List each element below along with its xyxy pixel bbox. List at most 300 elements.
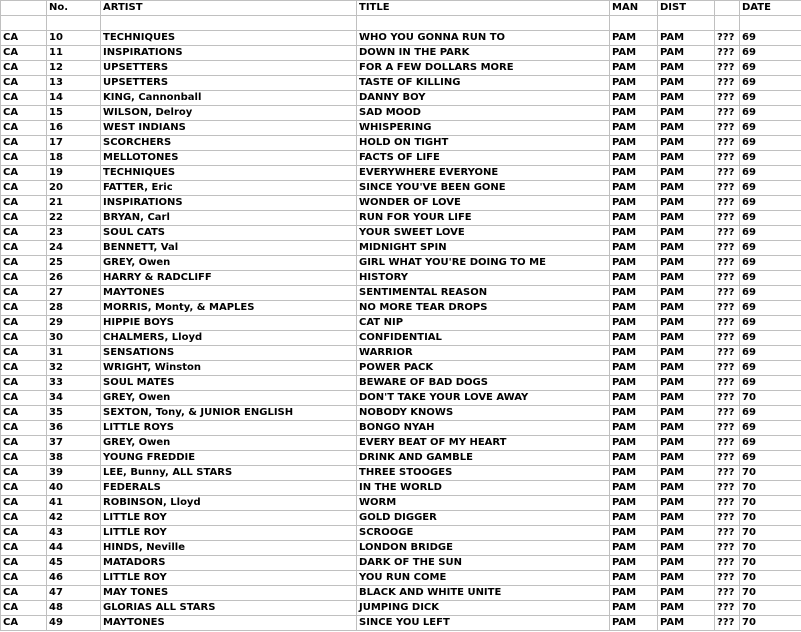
man-cell[interactable]: PAM [610, 181, 658, 196]
date-cell[interactable]: 69 [740, 331, 801, 346]
dist-cell[interactable]: PAM [658, 526, 715, 541]
unknown-cell[interactable]: ??? [715, 481, 740, 496]
title-cell[interactable]: SAD MOOD [357, 106, 610, 121]
man-cell[interactable]: PAM [610, 106, 658, 121]
man-cell[interactable]: PAM [610, 196, 658, 211]
artist-cell[interactable]: GREY, Owen [101, 391, 357, 406]
date-cell[interactable]: 69 [740, 451, 801, 466]
blank-cell[interactable] [658, 16, 715, 31]
number-cell[interactable]: 45 [47, 556, 101, 571]
date-cell[interactable]: 70 [740, 466, 801, 481]
title-cell[interactable]: HOLD ON TIGHT [357, 136, 610, 151]
title-cell[interactable]: DARK OF THE SUN [357, 556, 610, 571]
dist-cell[interactable]: PAM [658, 106, 715, 121]
title-cell[interactable]: DANNY BOY [357, 91, 610, 106]
unknown-cell[interactable]: ??? [715, 151, 740, 166]
code-cell[interactable]: CA [1, 31, 47, 46]
unknown-cell[interactable]: ??? [715, 61, 740, 76]
man-cell[interactable]: PAM [610, 586, 658, 601]
blank-cell[interactable] [101, 16, 357, 31]
unknown-cell[interactable]: ??? [715, 331, 740, 346]
date-cell[interactable]: 69 [740, 241, 801, 256]
man-cell[interactable]: PAM [610, 331, 658, 346]
code-cell[interactable]: CA [1, 571, 47, 586]
date-cell[interactable]: 69 [740, 121, 801, 136]
artist-cell[interactable]: BRYAN, Carl [101, 211, 357, 226]
number-cell[interactable]: 24 [47, 241, 101, 256]
blank-cell[interactable] [47, 16, 101, 31]
man-cell[interactable]: PAM [610, 301, 658, 316]
dist-cell[interactable]: PAM [658, 166, 715, 181]
number-cell[interactable]: 32 [47, 361, 101, 376]
dist-cell[interactable]: PAM [658, 211, 715, 226]
artist-cell[interactable]: HIPPIE BOYS [101, 316, 357, 331]
dist-cell[interactable]: PAM [658, 61, 715, 76]
header-cell-date[interactable]: DATE [740, 1, 801, 16]
code-cell[interactable]: CA [1, 481, 47, 496]
date-cell[interactable]: 69 [740, 421, 801, 436]
unknown-cell[interactable]: ??? [715, 346, 740, 361]
date-cell[interactable]: 69 [740, 91, 801, 106]
man-cell[interactable]: PAM [610, 346, 658, 361]
unknown-cell[interactable]: ??? [715, 376, 740, 391]
unknown-cell[interactable]: ??? [715, 256, 740, 271]
dist-cell[interactable]: PAM [658, 301, 715, 316]
title-cell[interactable]: CONFIDENTIAL [357, 331, 610, 346]
number-cell[interactable]: 36 [47, 421, 101, 436]
man-cell[interactable]: PAM [610, 136, 658, 151]
date-cell[interactable]: 70 [740, 586, 801, 601]
title-cell[interactable]: RUN FOR YOUR LIFE [357, 211, 610, 226]
title-cell[interactable]: YOU RUN COME [357, 571, 610, 586]
header-cell-man[interactable]: MAN [610, 1, 658, 16]
date-cell[interactable]: 70 [740, 481, 801, 496]
unknown-cell[interactable]: ??? [715, 466, 740, 481]
code-cell[interactable]: CA [1, 46, 47, 61]
artist-cell[interactable]: SEXTON, Tony, & JUNIOR ENGLISH [101, 406, 357, 421]
title-cell[interactable]: DRINK AND GAMBLE [357, 451, 610, 466]
number-cell[interactable]: 38 [47, 451, 101, 466]
header-cell-a[interactable] [1, 1, 47, 16]
artist-cell[interactable]: MELLOTONES [101, 151, 357, 166]
number-cell[interactable]: 16 [47, 121, 101, 136]
number-cell[interactable]: 15 [47, 106, 101, 121]
artist-cell[interactable]: WEST INDIANS [101, 121, 357, 136]
blank-cell[interactable] [357, 16, 610, 31]
dist-cell[interactable]: PAM [658, 331, 715, 346]
artist-cell[interactable]: INSPIRATIONS [101, 46, 357, 61]
title-cell[interactable]: JUMPING DICK [357, 601, 610, 616]
code-cell[interactable]: CA [1, 526, 47, 541]
unknown-cell[interactable]: ??? [715, 76, 740, 91]
dist-cell[interactable]: PAM [658, 586, 715, 601]
dist-cell[interactable]: PAM [658, 271, 715, 286]
dist-cell[interactable]: PAM [658, 226, 715, 241]
code-cell[interactable]: CA [1, 271, 47, 286]
number-cell[interactable]: 21 [47, 196, 101, 211]
date-cell[interactable]: 70 [740, 526, 801, 541]
unknown-cell[interactable]: ??? [715, 421, 740, 436]
blank-cell[interactable] [740, 16, 801, 31]
code-cell[interactable]: CA [1, 616, 47, 631]
man-cell[interactable]: PAM [610, 166, 658, 181]
date-cell[interactable]: 70 [740, 541, 801, 556]
artist-cell[interactable]: INSPIRATIONS [101, 196, 357, 211]
dist-cell[interactable]: PAM [658, 436, 715, 451]
artist-cell[interactable]: CHALMERS, Lloyd [101, 331, 357, 346]
header-cell-no[interactable]: No. [47, 1, 101, 16]
unknown-cell[interactable]: ??? [715, 451, 740, 466]
number-cell[interactable]: 34 [47, 391, 101, 406]
unknown-cell[interactable]: ??? [715, 526, 740, 541]
date-cell[interactable]: 70 [740, 391, 801, 406]
number-cell[interactable]: 17 [47, 136, 101, 151]
number-cell[interactable]: 18 [47, 151, 101, 166]
code-cell[interactable]: CA [1, 601, 47, 616]
dist-cell[interactable]: PAM [658, 466, 715, 481]
dist-cell[interactable]: PAM [658, 556, 715, 571]
dist-cell[interactable]: PAM [658, 541, 715, 556]
dist-cell[interactable]: PAM [658, 286, 715, 301]
dist-cell[interactable]: PAM [658, 481, 715, 496]
number-cell[interactable]: 28 [47, 301, 101, 316]
title-cell[interactable]: WARRIOR [357, 346, 610, 361]
code-cell[interactable]: CA [1, 331, 47, 346]
blank-cell[interactable] [1, 16, 47, 31]
date-cell[interactable]: 69 [740, 76, 801, 91]
unknown-cell[interactable]: ??? [715, 496, 740, 511]
code-cell[interactable]: CA [1, 511, 47, 526]
dist-cell[interactable]: PAM [658, 601, 715, 616]
title-cell[interactable]: SCROOGE [357, 526, 610, 541]
man-cell[interactable]: PAM [610, 391, 658, 406]
date-cell[interactable]: 69 [740, 46, 801, 61]
unknown-cell[interactable]: ??? [715, 601, 740, 616]
artist-cell[interactable]: LITTLE ROY [101, 526, 357, 541]
date-cell[interactable]: 69 [740, 181, 801, 196]
date-cell[interactable]: 69 [740, 211, 801, 226]
dist-cell[interactable]: PAM [658, 196, 715, 211]
date-cell[interactable]: 69 [740, 286, 801, 301]
man-cell[interactable]: PAM [610, 481, 658, 496]
dist-cell[interactable]: PAM [658, 391, 715, 406]
code-cell[interactable]: CA [1, 391, 47, 406]
code-cell[interactable]: CA [1, 496, 47, 511]
dist-cell[interactable]: PAM [658, 256, 715, 271]
title-cell[interactable]: SINCE YOU LEFT [357, 616, 610, 631]
number-cell[interactable]: 25 [47, 256, 101, 271]
number-cell[interactable]: 46 [47, 571, 101, 586]
unknown-cell[interactable]: ??? [715, 121, 740, 136]
unknown-cell[interactable]: ??? [715, 316, 740, 331]
title-cell[interactable]: WORM [357, 496, 610, 511]
artist-cell[interactable]: BENNETT, Val [101, 241, 357, 256]
title-cell[interactable]: BONGO NYAH [357, 421, 610, 436]
artist-cell[interactable]: MAYTONES [101, 286, 357, 301]
title-cell[interactable]: SINCE YOU'VE BEEN GONE [357, 181, 610, 196]
man-cell[interactable]: PAM [610, 361, 658, 376]
unknown-cell[interactable]: ??? [715, 436, 740, 451]
header-cell-artist[interactable]: ARTIST [101, 1, 357, 16]
unknown-cell[interactable]: ??? [715, 541, 740, 556]
date-cell[interactable]: 69 [740, 301, 801, 316]
man-cell[interactable]: PAM [610, 241, 658, 256]
number-cell[interactable]: 13 [47, 76, 101, 91]
number-cell[interactable]: 19 [47, 166, 101, 181]
number-cell[interactable]: 30 [47, 331, 101, 346]
unknown-cell[interactable]: ??? [715, 301, 740, 316]
artist-cell[interactable]: LITTLE ROYS [101, 421, 357, 436]
number-cell[interactable]: 44 [47, 541, 101, 556]
title-cell[interactable]: CAT NIP [357, 316, 610, 331]
man-cell[interactable]: PAM [610, 571, 658, 586]
artist-cell[interactable]: SOUL CATS [101, 226, 357, 241]
code-cell[interactable]: CA [1, 586, 47, 601]
unknown-cell[interactable]: ??? [715, 406, 740, 421]
number-cell[interactable]: 48 [47, 601, 101, 616]
man-cell[interactable]: PAM [610, 226, 658, 241]
code-cell[interactable]: CA [1, 316, 47, 331]
number-cell[interactable]: 26 [47, 271, 101, 286]
date-cell[interactable]: 70 [740, 511, 801, 526]
date-cell[interactable]: 69 [740, 106, 801, 121]
dist-cell[interactable]: PAM [658, 31, 715, 46]
number-cell[interactable]: 43 [47, 526, 101, 541]
man-cell[interactable]: PAM [610, 76, 658, 91]
dist-cell[interactable]: PAM [658, 76, 715, 91]
code-cell[interactable]: CA [1, 151, 47, 166]
title-cell[interactable]: NOBODY KNOWS [357, 406, 610, 421]
unknown-cell[interactable]: ??? [715, 106, 740, 121]
code-cell[interactable]: CA [1, 406, 47, 421]
header-cell-title[interactable]: TITLE [357, 1, 610, 16]
date-cell[interactable]: 69 [740, 31, 801, 46]
number-cell[interactable]: 42 [47, 511, 101, 526]
title-cell[interactable]: WONDER OF LOVE [357, 196, 610, 211]
date-cell[interactable]: 69 [740, 271, 801, 286]
code-cell[interactable]: CA [1, 376, 47, 391]
unknown-cell[interactable]: ??? [715, 511, 740, 526]
artist-cell[interactable]: TECHNIQUES [101, 166, 357, 181]
code-cell[interactable]: CA [1, 556, 47, 571]
man-cell[interactable]: PAM [610, 376, 658, 391]
man-cell[interactable]: PAM [610, 451, 658, 466]
title-cell[interactable]: GIRL WHAT YOU'RE DOING TO ME [357, 256, 610, 271]
man-cell[interactable]: PAM [610, 46, 658, 61]
number-cell[interactable]: 29 [47, 316, 101, 331]
code-cell[interactable]: CA [1, 91, 47, 106]
artist-cell[interactable]: GREY, Owen [101, 256, 357, 271]
number-cell[interactable]: 49 [47, 616, 101, 631]
dist-cell[interactable]: PAM [658, 121, 715, 136]
date-cell[interactable]: 69 [740, 136, 801, 151]
title-cell[interactable]: LONDON BRIDGE [357, 541, 610, 556]
code-cell[interactable]: CA [1, 76, 47, 91]
title-cell[interactable]: WHO YOU GONNA RUN TO [357, 31, 610, 46]
artist-cell[interactable]: WRIGHT, Winston [101, 361, 357, 376]
unknown-cell[interactable]: ??? [715, 361, 740, 376]
dist-cell[interactable]: PAM [658, 91, 715, 106]
title-cell[interactable]: IN THE WORLD [357, 481, 610, 496]
code-cell[interactable]: CA [1, 166, 47, 181]
man-cell[interactable]: PAM [610, 406, 658, 421]
code-cell[interactable]: CA [1, 61, 47, 76]
number-cell[interactable]: 33 [47, 376, 101, 391]
date-cell[interactable]: 70 [740, 616, 801, 631]
dist-cell[interactable]: PAM [658, 406, 715, 421]
dist-cell[interactable]: PAM [658, 151, 715, 166]
artist-cell[interactable]: LEE, Bunny, ALL STARS [101, 466, 357, 481]
dist-cell[interactable]: PAM [658, 241, 715, 256]
date-cell[interactable]: 69 [740, 256, 801, 271]
artist-cell[interactable]: FATTER, Eric [101, 181, 357, 196]
title-cell[interactable]: GOLD DIGGER [357, 511, 610, 526]
unknown-cell[interactable]: ??? [715, 211, 740, 226]
dist-cell[interactable]: PAM [658, 361, 715, 376]
code-cell[interactable]: CA [1, 451, 47, 466]
unknown-cell[interactable]: ??? [715, 391, 740, 406]
title-cell[interactable]: HISTORY [357, 271, 610, 286]
number-cell[interactable]: 20 [47, 181, 101, 196]
artist-cell[interactable]: WILSON, Delroy [101, 106, 357, 121]
dist-cell[interactable]: PAM [658, 316, 715, 331]
man-cell[interactable]: PAM [610, 556, 658, 571]
title-cell[interactable]: FOR A FEW DOLLARS MORE [357, 61, 610, 76]
artist-cell[interactable]: TECHNIQUES [101, 31, 357, 46]
date-cell[interactable]: 70 [740, 601, 801, 616]
date-cell[interactable]: 69 [740, 346, 801, 361]
dist-cell[interactable]: PAM [658, 451, 715, 466]
number-cell[interactable]: 39 [47, 466, 101, 481]
date-cell[interactable]: 69 [740, 61, 801, 76]
title-cell[interactable]: NO MORE TEAR DROPS [357, 301, 610, 316]
code-cell[interactable]: CA [1, 541, 47, 556]
code-cell[interactable]: CA [1, 211, 47, 226]
artist-cell[interactable]: FEDERALS [101, 481, 357, 496]
code-cell[interactable]: CA [1, 301, 47, 316]
artist-cell[interactable]: SCORCHERS [101, 136, 357, 151]
man-cell[interactable]: PAM [610, 496, 658, 511]
artist-cell[interactable]: HINDS, Neville [101, 541, 357, 556]
number-cell[interactable]: 10 [47, 31, 101, 46]
date-cell[interactable]: 69 [740, 226, 801, 241]
unknown-cell[interactable]: ??? [715, 31, 740, 46]
title-cell[interactable]: EVERY BEAT OF MY HEART [357, 436, 610, 451]
unknown-cell[interactable]: ??? [715, 556, 740, 571]
artist-cell[interactable]: GREY, Owen [101, 436, 357, 451]
man-cell[interactable]: PAM [610, 421, 658, 436]
unknown-cell[interactable]: ??? [715, 166, 740, 181]
date-cell[interactable]: 69 [740, 406, 801, 421]
unknown-cell[interactable]: ??? [715, 196, 740, 211]
man-cell[interactable]: PAM [610, 286, 658, 301]
artist-cell[interactable]: UPSETTERS [101, 61, 357, 76]
title-cell[interactable]: EVERYWHERE EVERYONE [357, 166, 610, 181]
dist-cell[interactable]: PAM [658, 571, 715, 586]
number-cell[interactable]: 22 [47, 211, 101, 226]
artist-cell[interactable]: MORRIS, Monty, & MAPLES [101, 301, 357, 316]
man-cell[interactable]: PAM [610, 31, 658, 46]
artist-cell[interactable]: YOUNG FREDDIE [101, 451, 357, 466]
code-cell[interactable]: CA [1, 241, 47, 256]
man-cell[interactable]: PAM [610, 601, 658, 616]
title-cell[interactable]: BEWARE OF BAD DOGS [357, 376, 610, 391]
code-cell[interactable]: CA [1, 421, 47, 436]
man-cell[interactable]: PAM [610, 616, 658, 631]
date-cell[interactable]: 69 [740, 151, 801, 166]
unknown-cell[interactable]: ??? [715, 46, 740, 61]
title-cell[interactable]: WHISPERING [357, 121, 610, 136]
code-cell[interactable]: CA [1, 136, 47, 151]
blank-cell[interactable] [715, 16, 740, 31]
code-cell[interactable]: CA [1, 346, 47, 361]
man-cell[interactable]: PAM [610, 91, 658, 106]
number-cell[interactable]: 35 [47, 406, 101, 421]
man-cell[interactable]: PAM [610, 61, 658, 76]
number-cell[interactable]: 11 [47, 46, 101, 61]
title-cell[interactable]: THREE STOOGES [357, 466, 610, 481]
man-cell[interactable]: PAM [610, 211, 658, 226]
artist-cell[interactable]: SOUL MATES [101, 376, 357, 391]
artist-cell[interactable]: MAY TONES [101, 586, 357, 601]
unknown-cell[interactable]: ??? [715, 586, 740, 601]
man-cell[interactable]: PAM [610, 511, 658, 526]
number-cell[interactable]: 31 [47, 346, 101, 361]
code-cell[interactable]: CA [1, 196, 47, 211]
artist-cell[interactable]: GLORIAS ALL STARS [101, 601, 357, 616]
number-cell[interactable]: 47 [47, 586, 101, 601]
date-cell[interactable]: 69 [740, 166, 801, 181]
artist-cell[interactable]: LITTLE ROY [101, 571, 357, 586]
dist-cell[interactable]: PAM [658, 496, 715, 511]
number-cell[interactable]: 12 [47, 61, 101, 76]
title-cell[interactable]: SENTIMENTAL REASON [357, 286, 610, 301]
unknown-cell[interactable]: ??? [715, 91, 740, 106]
number-cell[interactable]: 23 [47, 226, 101, 241]
dist-cell[interactable]: PAM [658, 136, 715, 151]
unknown-cell[interactable]: ??? [715, 181, 740, 196]
title-cell[interactable]: TASTE OF KILLING [357, 76, 610, 91]
man-cell[interactable]: PAM [610, 541, 658, 556]
header-cell-g[interactable] [715, 1, 740, 16]
title-cell[interactable]: DON'T TAKE YOUR LOVE AWAY [357, 391, 610, 406]
number-cell[interactable]: 27 [47, 286, 101, 301]
man-cell[interactable]: PAM [610, 316, 658, 331]
code-cell[interactable]: CA [1, 361, 47, 376]
blank-cell[interactable] [610, 16, 658, 31]
artist-cell[interactable]: MAYTONES [101, 616, 357, 631]
dist-cell[interactable]: PAM [658, 421, 715, 436]
unknown-cell[interactable]: ??? [715, 136, 740, 151]
dist-cell[interactable]: PAM [658, 511, 715, 526]
date-cell[interactable]: 69 [740, 376, 801, 391]
date-cell[interactable]: 69 [740, 436, 801, 451]
title-cell[interactable]: FACTS OF LIFE [357, 151, 610, 166]
number-cell[interactable]: 37 [47, 436, 101, 451]
unknown-cell[interactable]: ??? [715, 271, 740, 286]
date-cell[interactable]: 69 [740, 361, 801, 376]
title-cell[interactable]: BLACK AND WHITE UNITE [357, 586, 610, 601]
artist-cell[interactable]: LITTLE ROY [101, 511, 357, 526]
artist-cell[interactable]: MATADORS [101, 556, 357, 571]
code-cell[interactable]: CA [1, 181, 47, 196]
date-cell[interactable]: 70 [740, 571, 801, 586]
title-cell[interactable]: DOWN IN THE PARK [357, 46, 610, 61]
code-cell[interactable]: CA [1, 436, 47, 451]
man-cell[interactable]: PAM [610, 271, 658, 286]
unknown-cell[interactable]: ??? [715, 571, 740, 586]
title-cell[interactable]: POWER PACK [357, 361, 610, 376]
